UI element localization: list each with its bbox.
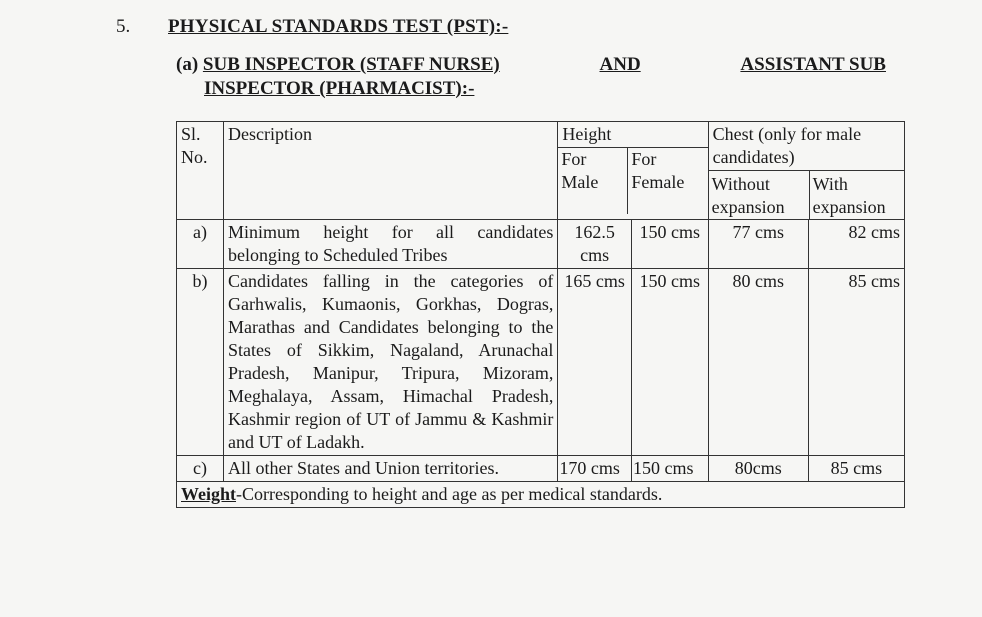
row-c-without: 80cms xyxy=(708,456,808,482)
header-with-expansion: With expansion xyxy=(812,174,886,217)
weight-cell xyxy=(177,482,905,508)
row-a-female: 150 cms xyxy=(631,220,708,269)
header-height-group xyxy=(558,122,708,220)
header-row xyxy=(177,122,905,220)
subsection-label: (a) xyxy=(176,54,199,75)
table-row xyxy=(177,456,905,482)
header-chest-group xyxy=(708,122,904,220)
row-b-female: 150 cms xyxy=(631,269,708,456)
row-a-without: 77 cms xyxy=(708,220,808,269)
table-row xyxy=(177,220,905,269)
subsection-title-and: AND xyxy=(599,54,641,75)
header-sl-no: Sl. No. xyxy=(177,122,224,220)
section-number: 5. xyxy=(116,16,131,37)
row-a-sl: a) xyxy=(177,220,224,269)
header-without-expansion: Without expansion xyxy=(709,171,810,219)
weight-text: -Corresponding to height and age as per medical standards. xyxy=(236,484,663,504)
subsection-title-part1: SUB INSPECTOR (STAFF NURSE) xyxy=(202,54,500,75)
subsection-title-part2: ASSISTANT SUB xyxy=(740,54,886,75)
row-c-sl: c) xyxy=(177,456,224,482)
header-chest-subcells xyxy=(709,171,904,219)
subsection-title-line2: INSPECTOR (PHARMACIST):- xyxy=(204,78,475,99)
row-b-with: 85 cms xyxy=(808,269,904,456)
row-c-female: 150 cms xyxy=(631,456,708,482)
row-a-description: Minimum height for all candidates belonging to Scheduled Tribes xyxy=(224,220,558,269)
table-row xyxy=(177,269,905,456)
header-for-female: For Female xyxy=(631,149,685,192)
row-a-male: 162.5 cms xyxy=(558,220,632,269)
row-c-description: All other States and Union territories. xyxy=(224,456,558,482)
row-a-with: 82 cms xyxy=(808,220,904,269)
physical-standards-table xyxy=(176,121,905,508)
weight-row xyxy=(177,482,905,508)
header-height-subcells xyxy=(558,148,707,214)
header-height: Height xyxy=(558,122,707,148)
header-for-male: For Male xyxy=(558,148,628,214)
weight-label: Weight xyxy=(181,484,237,504)
row-c-with: 85 cms xyxy=(808,456,904,482)
header-chest: Chest (only for male candidates) xyxy=(709,122,904,171)
row-b-description: Candidates falling in the categories of Garhwalis, Kumaonis, Gorkhas, Dogras, Marathas and Candidates belonging to the States of Sikkim, Nagaland, Arunachal Pradesh, Manipur, Tripura, Mizoram, Meghalaya, Assam, Himachal Pradesh, Kashmir region of UT of Jammu & Kashmir and UT of Ladakh. xyxy=(224,269,558,456)
subsection-heading xyxy=(176,53,886,101)
subsection-label-and-part1 xyxy=(176,53,500,77)
subsection-heading-line1 xyxy=(176,53,886,77)
row-b-male: 165 cms xyxy=(558,269,632,456)
header-description: Description xyxy=(224,122,558,220)
section-title: PHYSICAL STANDARDS TEST (PST):- xyxy=(168,16,509,37)
row-b-without: 80 cms xyxy=(708,269,808,456)
row-c-male: 170 cms xyxy=(558,456,632,482)
row-b-sl: b) xyxy=(177,269,224,456)
